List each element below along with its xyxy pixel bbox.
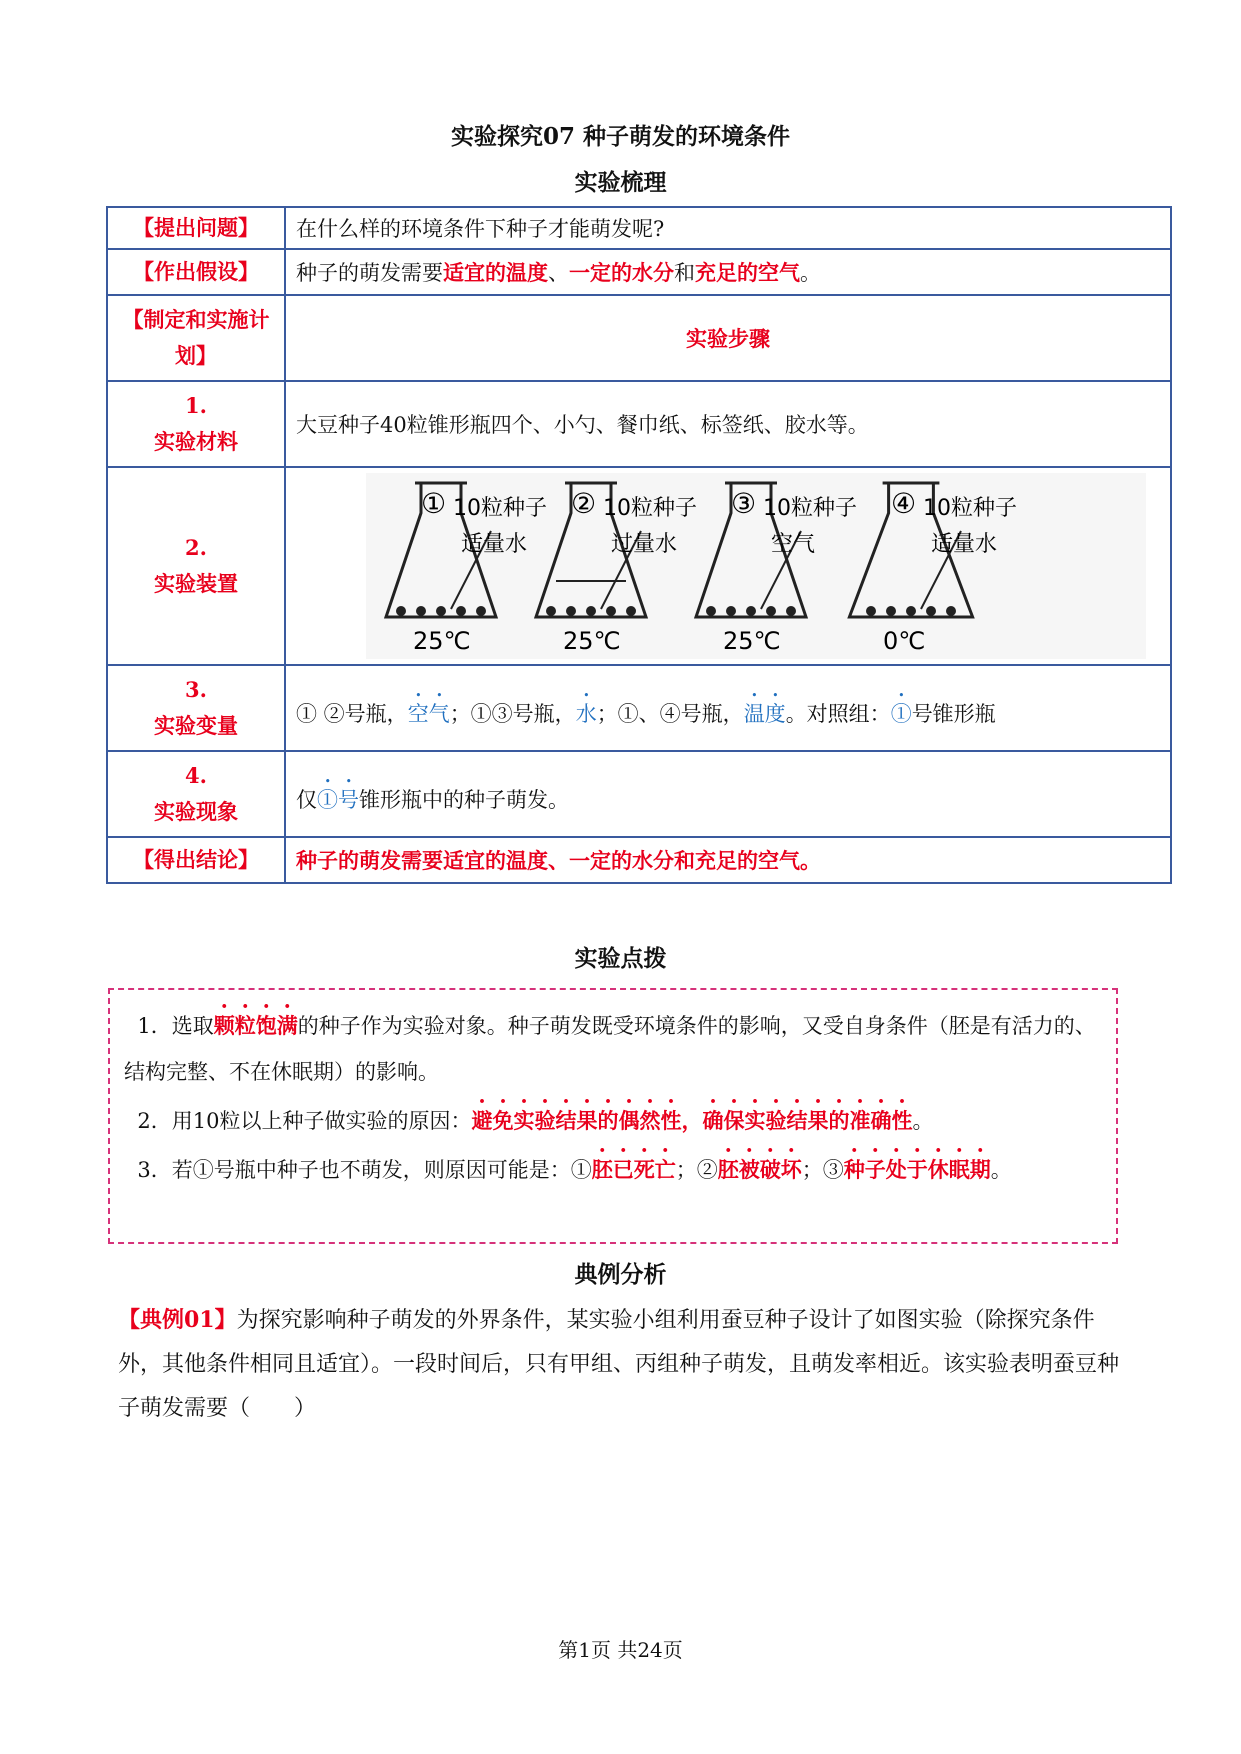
label-phenomenon <box>107 751 285 837</box>
seed-dot <box>476 606 486 616</box>
phenomenon-label: 实验现象 <box>154 799 238 824</box>
variables-num: 3. <box>185 677 207 702</box>
var-part-2: ；①③号瓶， <box>449 701 576 726</box>
label-variables <box>107 665 285 751</box>
flask-medium-label: 过量水 <box>611 532 678 557</box>
var-highlight-temperature: 温度 <box>743 701 786 726</box>
seed-dot <box>926 606 936 616</box>
page-footer: 第1页 共24页 <box>558 1638 683 1662</box>
tip-2 <box>124 1095 1102 1144</box>
tip-3-reason-3: 种子处于休眠期 <box>843 1157 991 1182</box>
seed-dot <box>726 606 736 616</box>
seed-dot <box>456 606 466 616</box>
hypothesis-text <box>285 249 1171 295</box>
seed-dot <box>786 606 796 616</box>
flask-seed-label: 10粒种子 <box>453 496 547 521</box>
variables-text <box>285 665 1171 751</box>
hypothesis-sep-2: 和 <box>674 261 695 285</box>
seed-dot <box>416 606 426 616</box>
phenomenon-num: 4. <box>185 763 207 788</box>
phenomenon-text <box>285 751 1171 837</box>
seed-dot <box>566 606 576 616</box>
phen-highlight: ①号 <box>317 787 359 812</box>
tip-1-highlight: 颗粒饱满 <box>213 1013 298 1038</box>
var-part-4: 。对照组： <box>785 701 891 726</box>
flask-number-label: ② <box>571 487 597 520</box>
row-phenomenon <box>107 751 1171 837</box>
flask-number-label: ① <box>421 487 447 520</box>
tip-3-mid-2: ；③ <box>801 1158 844 1182</box>
hypothesis-highlight-3: 充足的空气 <box>695 260 800 285</box>
materials-label: 实验材料 <box>154 429 238 454</box>
hypothesis-highlight-1: 适宜的温度 <box>443 260 548 285</box>
flask-number-label: ③ <box>731 487 757 520</box>
flask-seed-label: 10粒种子 <box>603 496 697 521</box>
seed-dot <box>546 606 556 616</box>
device-label: 实验装置 <box>154 571 238 596</box>
tip-3 <box>124 1144 1102 1193</box>
label-plan: 【制定和实施计划】 <box>107 295 285 381</box>
example-question <box>118 1298 1128 1431</box>
example-tag: 【典例01】 <box>118 1307 237 1333</box>
seed-dot <box>626 606 636 616</box>
seed-dot <box>746 606 756 616</box>
flask-temp-label: 25℃ <box>563 627 621 655</box>
label-conclusion: 【得出结论】 <box>107 837 285 883</box>
device-figure-cell <box>285 467 1171 665</box>
row-plan <box>107 295 1171 381</box>
tip-1-pre: 1．选取 <box>137 1014 214 1038</box>
tip-3-mid-1: ；② <box>675 1158 718 1182</box>
flask-number-label: ④ <box>891 487 917 520</box>
tip-2-highlight: 避免实验结果的偶然性，确保实验结果的准确性 <box>471 1108 913 1133</box>
flask-temp-label: 25℃ <box>413 627 471 655</box>
seed-dot <box>396 606 406 616</box>
tip-3-reason-2: 胚被破坏 <box>717 1157 802 1182</box>
experiment-table <box>106 206 1172 884</box>
row-device <box>107 467 1171 665</box>
label-device <box>107 467 285 665</box>
flask-figure <box>286 469 1192 663</box>
phen-part-1: 仅 <box>296 787 317 812</box>
tip-3-reason-1: 胚已死亡 <box>591 1157 676 1182</box>
variables-label: 实验变量 <box>154 713 238 738</box>
hypothesis-pre: 种子的萌发需要 <box>296 261 443 285</box>
label-question: 【提出问题】 <box>107 207 285 249</box>
tip-1 <box>124 1000 1102 1095</box>
hypothesis-end: 。 <box>800 261 821 285</box>
label-hypothesis: 【作出假设】 <box>107 249 285 295</box>
row-conclusion <box>107 837 1171 883</box>
row-question <box>107 207 1171 249</box>
var-part-1: ① ②号瓶， <box>296 701 408 726</box>
flask-seed-label: 10粒种子 <box>923 496 1017 521</box>
materials-text: 大豆种子40粒锥形瓶四个、小勺、餐巾纸、标签纸、胶水等。 <box>285 381 1171 467</box>
var-highlight-control: ① <box>890 701 912 726</box>
phen-part-2: 锥形瓶中的种子萌发。 <box>359 787 569 812</box>
seed-dot <box>866 606 876 616</box>
device-num: 2. <box>185 535 207 560</box>
flask-medium-label: 适量水 <box>461 532 528 557</box>
flask-seed-label: 10粒种子 <box>763 496 857 521</box>
conclusion-text: 种子的萌发需要适宜的温度、一定的水分和充足的空气。 <box>285 837 1171 883</box>
seed-dot <box>706 606 716 616</box>
materials-num: 1. <box>185 393 207 418</box>
page-title: 实验探究07 种子萌发的环境条件 <box>450 123 790 150</box>
tips-box <box>108 988 1118 1244</box>
var-highlight-air: 空气 <box>407 701 450 726</box>
flask-temp-label: 0℃ <box>883 627 926 655</box>
tip-2-pre: 2．用10粒以上种子做实验的原因： <box>137 1109 472 1133</box>
section-title-example: 典例分析 <box>574 1261 667 1288</box>
section-title-tips: 实验点拨 <box>574 945 667 972</box>
seed-dot <box>436 606 446 616</box>
var-part-5: 号锥形瓶 <box>911 701 996 726</box>
var-highlight-water: 水 <box>575 701 597 726</box>
seed-dot <box>586 606 596 616</box>
tip-3-pre: 3．若①号瓶中种子也不萌发，则原因可能是：① <box>137 1158 592 1182</box>
row-materials <box>107 381 1171 467</box>
hypothesis-sep-1: 、 <box>548 261 569 285</box>
tip-3-post: 。 <box>990 1158 1012 1182</box>
row-variables <box>107 665 1171 751</box>
var-part-3: ；①、④号瓶， <box>596 701 744 726</box>
flask-medium-label: 空气 <box>771 532 816 557</box>
section-title-summary: 实验梳理 <box>574 169 667 196</box>
flask-medium-label: 适量水 <box>931 532 998 557</box>
seed-dot <box>606 606 616 616</box>
seed-dot <box>906 606 916 616</box>
tip-1-post: 的种子作为实验对象。种子萌发既受环境条件的影响，又受自身条件（胚是有活力的、结构完整、不在休眠期）的影响。 <box>124 1014 1096 1084</box>
flask-temp-label: 25℃ <box>723 627 781 655</box>
example-text: 为探究影响种子萌发的外界条件，某实验小组利用蚕豆种子设计了如图实验（除探究条件外，其他条件相同且适宜）。一段时间后，只有甲组、丙组种子萌发，且萌发率相近。该实验表明蚕豆种子萌发需要（ ） <box>118 1308 1120 1421</box>
seed-dot <box>766 606 776 616</box>
question-text: 在什么样的环境条件下种子才能萌发呢? <box>285 207 1171 249</box>
seed-dot <box>946 606 956 616</box>
tip-2-post: 。 <box>912 1109 934 1133</box>
plan-text: 实验步骤 <box>285 295 1171 381</box>
seed-dot <box>886 606 896 616</box>
row-hypothesis <box>107 249 1171 295</box>
hypothesis-highlight-2: 一定的水分 <box>569 260 674 285</box>
label-materials <box>107 381 285 467</box>
